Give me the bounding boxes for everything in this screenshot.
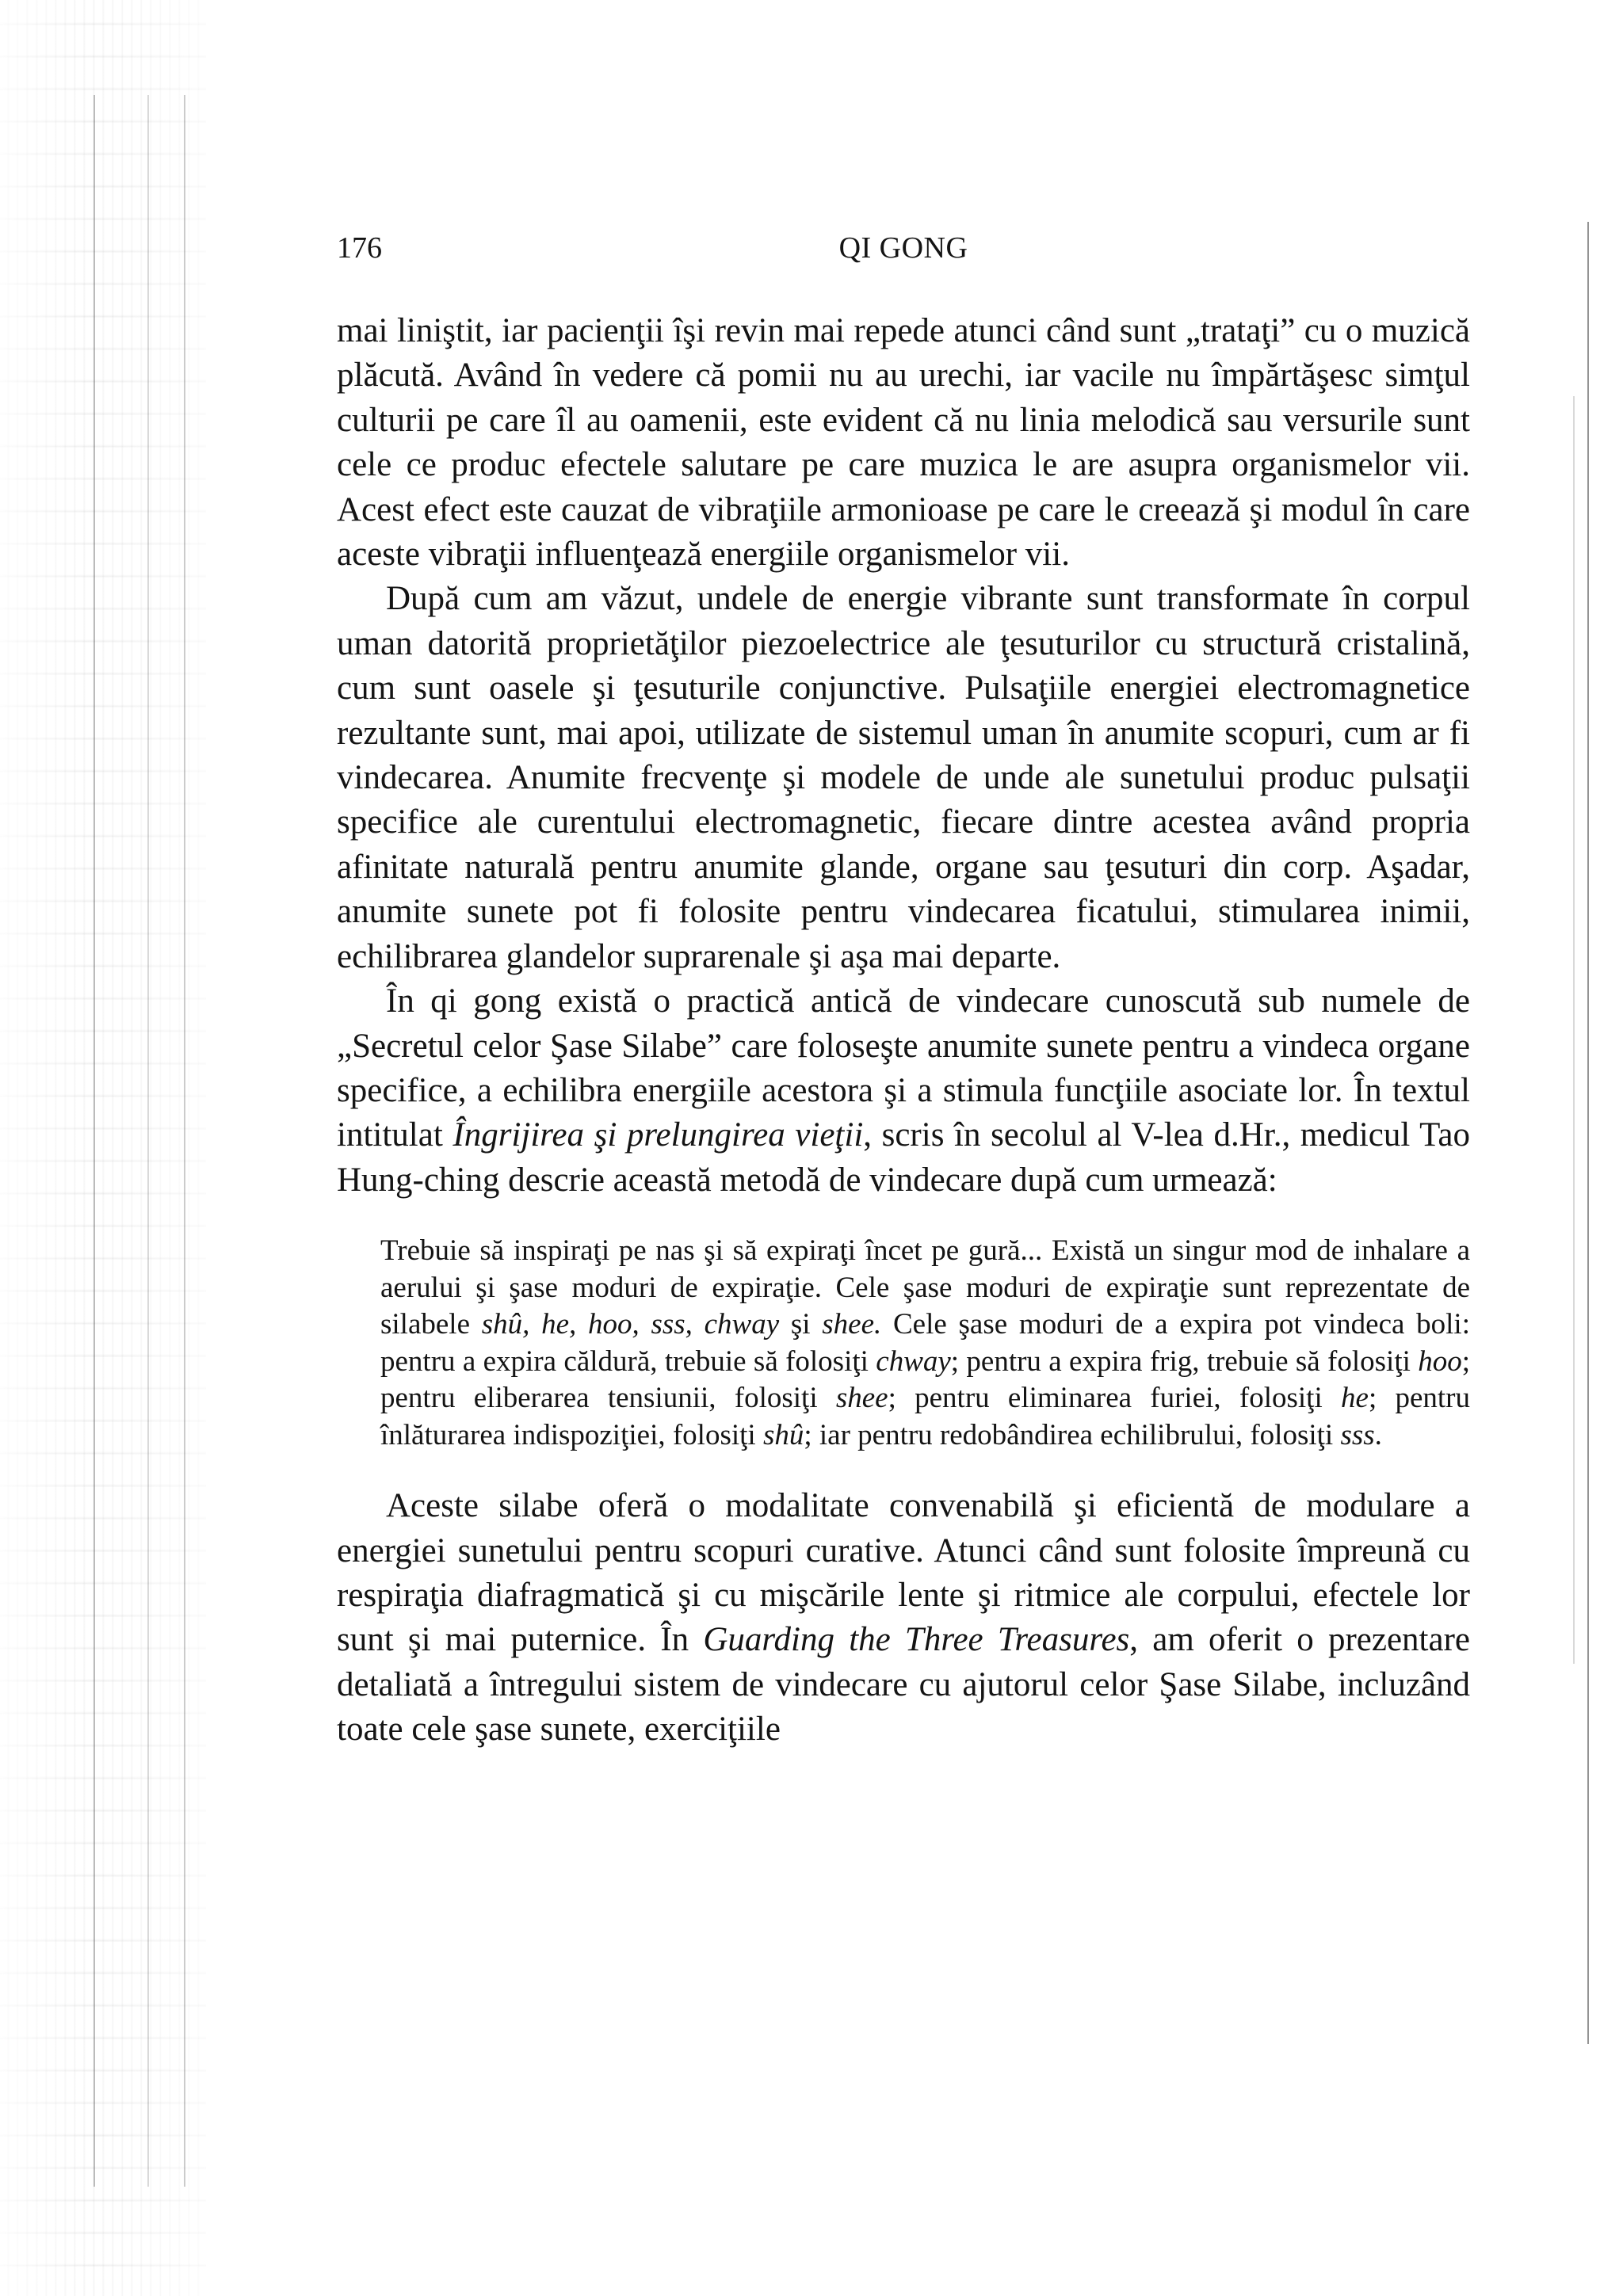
body-text (337, 309, 1470, 1753)
scan-edge-right (1587, 222, 1589, 2044)
text-run: În qi gong există o practică antică de vindecare cunoscută sub numele de „Secretul celor Şase Silabe” care foloseşte anumite sunete pentru a vindeca organe specifice, a echilibra energiile acestora şi a stimula funcţiile asociate lor. În textul intitulat (337, 982, 1470, 1154)
text-run: Trebuie să inspiraţi pe nas şi să expiraţi încet pe gură... Există un singur mod de inhalare a aerului şi şase moduri de expiraţie. Cele şase moduri de expiraţie sunt reprezentate de silabele (380, 1234, 1470, 1341)
text-run: Aceste silabe oferă o modalitate convenabilă şi eficientă de modulare a energiei sunetului pentru scopuri curative. Atunci când sunt folosite împreună cu respiraţia diafragmatică şi cu mişcările lente şi ritmice ale corpului, efectele lor sunt şi mai puternice. În (337, 1487, 1470, 1659)
syllable: shee. (822, 1308, 882, 1341)
syllable: sss (1340, 1418, 1375, 1451)
syllable: hoo (1418, 1344, 1462, 1378)
block-quote (380, 1233, 1470, 1454)
book-title: Îngrijirea şi prelungirea vieţii (453, 1116, 864, 1154)
text-run: , scris în secolul al V-lea d.Hr., medicul Tao Hung-ching descrie această metodă de vindecare după cum urmează: (337, 1116, 1470, 1199)
text-run: ; pentru eliberarea tensiunii, folosiţi (380, 1344, 1470, 1415)
text-run: . (1374, 1418, 1382, 1451)
scan-edge-line (184, 95, 185, 2187)
book-title: Guarding the Three Treasures (703, 1621, 1130, 1659)
text-run: ; pentru eliminarea furiei, folosiţi (888, 1382, 1341, 1415)
page-header (337, 228, 1470, 268)
paragraph-2: După cum am văzut, undele de energie vibrante sunt transformate în corpul uman datorită proprietăţilor piezoelectrice ale ţesuturilor cu structură cristalină, cum sunt oasele şi ţesuturile conjunctive. Pulsaţiile energiei electromagnetice rezultante sunt, mai apoi, utilizate de sistemul uman în anumite scopuri, cum ar fi vindecarea. Anumite frecvenţe şi modele de unde ale sunetului produc pulsaţii specifice ale curentului electromagnetic, fiecare dintre acestea având propria afinitate naturală pentru anumite glande, organe sau ţesuturi din corp. Aşadar, anumite sunete pot fi folosite pentru vindecarea ficatului, stimularea inimii, echilibrarea glandelor suprarenale şi aşa mai departe. (337, 580, 1470, 975)
scan-edge-right (1573, 396, 1575, 1664)
paragraph-1: mai liniştit, iar pacienţii îşi revin mai repede atunci când sunt „trataţi” cu o muzică plăcută. Având în vedere că pomii nu au urechi, iar vacile nu împărtăşesc simţul culturii pe care îl au oamenii, este evident că nu linia melodică sau versurile sunt cele ce produc efectele salutare pe care muzica le are asupra organismelor vii. Acest efect este cauzat de vibraţiile armonioase pe care le creează şi modul în care aceste vibraţii influenţează energiile organismelor vii. (337, 312, 1470, 574)
text-run: , am oferit o prezentare detaliată a întregului sistem de vindecare cu ajutorul celor Şase Silabe, incluzând toate cele şase sunete, exerciţiile (337, 1621, 1470, 1749)
paragraph-3 (337, 979, 1470, 1203)
text-run: ; pentru înlăturarea indispoziţiei, folosiţi (380, 1382, 1470, 1451)
text-run: Cele şase moduri de a expira pot vindeca boli: pentru a expira căldură, trebuie să folosiţi (380, 1308, 1470, 1378)
syllable: shû (762, 1418, 804, 1451)
syllable: he (1341, 1382, 1369, 1415)
scan-edge-line (94, 95, 95, 2187)
page-number: 176 (337, 231, 382, 265)
syllable: chway (876, 1344, 951, 1378)
scan-edge-left (0, 0, 206, 2296)
text-run: şi (779, 1308, 823, 1341)
paragraph-4 (337, 1484, 1470, 1752)
running-head: QI GONG (838, 231, 968, 265)
syllable: shû, he, hoo, sss, chway (481, 1308, 780, 1341)
scan-edge-line (147, 95, 149, 2187)
syllable: shee (835, 1382, 888, 1415)
text-run: ; pentru a expira frig, trebuie să folosiţi (950, 1344, 1419, 1378)
text-run: ; iar pentru redobândirea echilibrului, folosiţi (804, 1418, 1341, 1451)
